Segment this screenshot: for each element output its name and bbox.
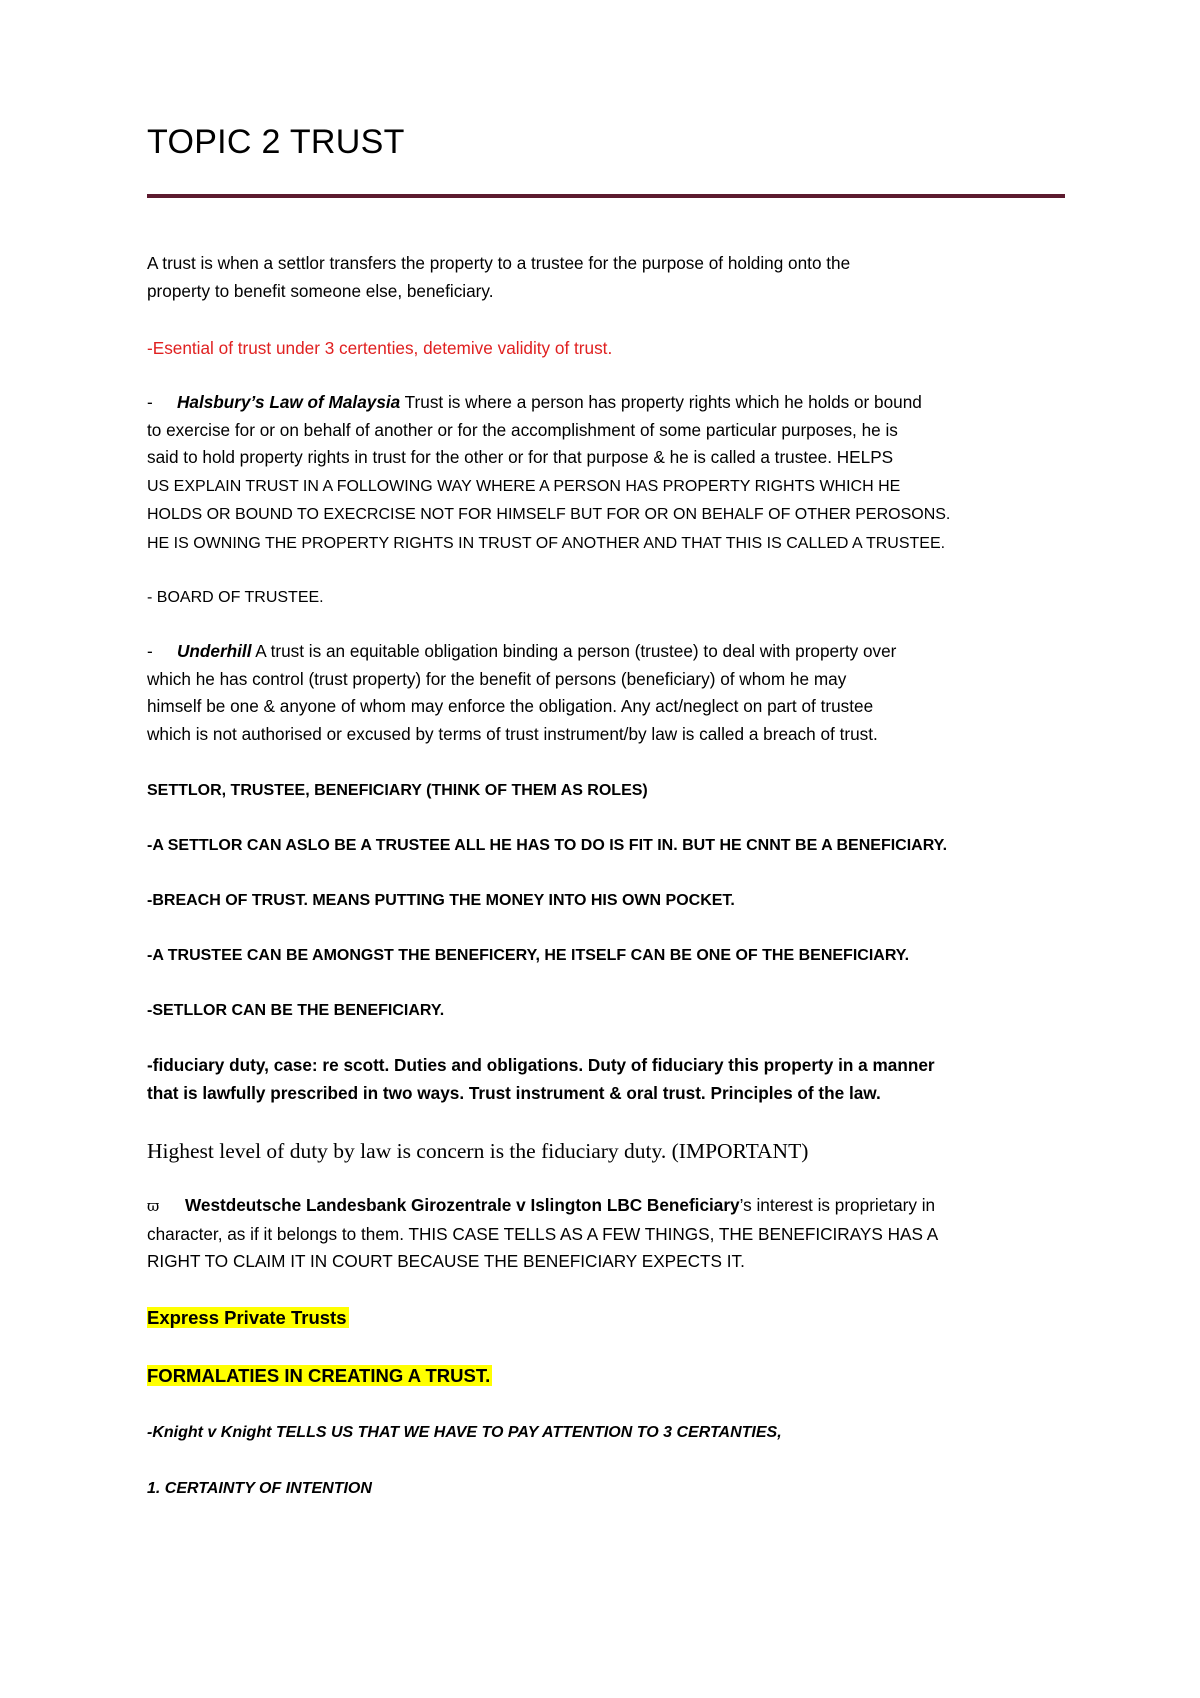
intro-paragraph <box>147 250 1067 305</box>
halsbury-source: Halsbury’s Law of Malaysia <box>177 392 401 412</box>
red-note: -Esential of trust under 3 certenties, detemive validity of trust. <box>147 338 613 358</box>
westdeutsche-line-1: ’s interest is proprietary in <box>739 1195 936 1215</box>
formalaties-heading <box>147 1362 1067 1391</box>
roles-heading: SETTLOR, TRUSTEE, BENEFICIARY (THINK OF THEM AS ROLES) <box>147 782 648 799</box>
formalaties-highlight: FORMALATIES IN CREATING A TRUST. <box>147 1365 491 1386</box>
point-trustee-beneficiary: -A TRUSTEE CAN BE AMONGST THE BENEFICERY, HE ITSELF CAN BE ONE OF THE BENEFICIARY. <box>147 947 910 964</box>
halsbury-line-2: to exercise for or on behalf of another or for the accomplishment of some particular purposes, he is <box>147 419 898 440</box>
knight-v-knight: -Knight v Knight TELLS US THAT WE HAVE TO PAY ATTENTION TO 3 CERTANTIES, <box>147 1424 782 1441</box>
halsbury-dash: - <box>147 392 153 412</box>
certainty-of-intention: 1. CERTAINTY OF INTENTION <box>147 1480 372 1497</box>
westdeutsche-line-3: RIGHT TO CLAIM IT IN COURT BECAUSE THE BENEFICIARY EXPECTS IT. <box>147 1251 745 1271</box>
underhill-paragraph <box>147 638 1067 748</box>
underhill-line-4: which is not authorised or excused by terms of trust instrument/by law is called a breach of trust. <box>147 723 878 744</box>
title-underline <box>147 194 1065 198</box>
express-private-trusts-heading <box>147 1304 1067 1333</box>
halsbury-line-3: said to hold property rights in trust for the other or for that purpose & he is called a trustee. HELPS <box>147 447 894 467</box>
fiduciary-line-2: that is lawfully prescribed in two ways. Trust instrument & oral trust. Principles of the law. <box>147 1082 881 1103</box>
point-breach: -BREACH OF TRUST. MEANS PUTTING THE MONEY INTO HIS OWN POCKET. <box>147 892 735 909</box>
halsbury-line-1: Trust is where a person has property rights which he holds or bound <box>400 392 922 412</box>
underhill-line-3: himself be one & anyone of whom may enforce the obligation. Any act/neglect on part of trustee <box>147 696 874 716</box>
westdeutsche-line-2: character, as if it belongs to them. THIS CASE TELLS AS A FEW THINGS, THE BENEFICIRAYS HAS A <box>147 1223 939 1244</box>
intro-line-1: A trust is when a settlor transfers the property to a trustee for the purpose of holding onto the <box>147 253 851 273</box>
intro-line-2: property to benefit someone else, beneficiary. <box>147 280 494 301</box>
underhill-dash: - <box>147 641 153 661</box>
underhill-line-2: which he has control (trust property) for the benefit of persons (beneficiary) of whom he may <box>147 668 847 689</box>
highest-duty-line: Highest level of duty by law is concern is the fiduciary duty. (IMPORTANT) <box>147 1139 809 1163</box>
halsbury-line-5: HOLDS OR BOUND TO EXECRCISE NOT FOR HIMSELF BUT FOR OR ON BEHALF OF OTHER PEROSONS. <box>147 506 951 523</box>
halsbury-line-4: US EXPLAIN TRUST IN A FOLLOWING WAY WHERE A PERSON HAS PROPERTY RIGHTS WHICH HE <box>147 477 901 495</box>
halsbury-paragraph <box>147 389 1067 557</box>
express-private-trusts-highlight: Express Private Trusts <box>147 1307 347 1328</box>
document-title: TOPIC 2 TRUST <box>147 123 405 161</box>
bullet-icon: ϖ <box>147 1197 160 1215</box>
board-of-trustee: - BOARD OF TRUSTEE. <box>147 589 324 606</box>
point-settlor-beneficiary: -SETLLOR CAN BE THE BENEFICIARY. <box>147 1002 445 1019</box>
westdeutsche-case: Westdeutsche Landesbank Girozentrale v Islington LBC Beneficiary <box>185 1195 740 1215</box>
underhill-line-1: A trust is an equitable obligation binding a person (trustee) to deal with property over <box>251 641 897 661</box>
point-settlor-trustee: -A SETTLOR CAN ASLO BE A TRUSTEE ALL HE HAS TO DO IS FIT IN. BUT HE CNNT BE A BENEFICIARY. <box>147 837 948 854</box>
fiduciary-paragraph <box>147 1052 1067 1107</box>
underhill-source: Underhill <box>177 641 252 661</box>
fiduciary-line-1: -fiduciary duty, case: re scott. Duties and obligations. Duty of fiduciary this property in a manner <box>147 1055 935 1075</box>
westdeutsche-paragraph <box>147 1192 1067 1276</box>
halsbury-line-6: HE IS OWNING THE PROPERTY RIGHTS IN TRUST OF ANOTHER AND THAT THIS IS CALLED A TRUSTEE. <box>147 534 946 552</box>
